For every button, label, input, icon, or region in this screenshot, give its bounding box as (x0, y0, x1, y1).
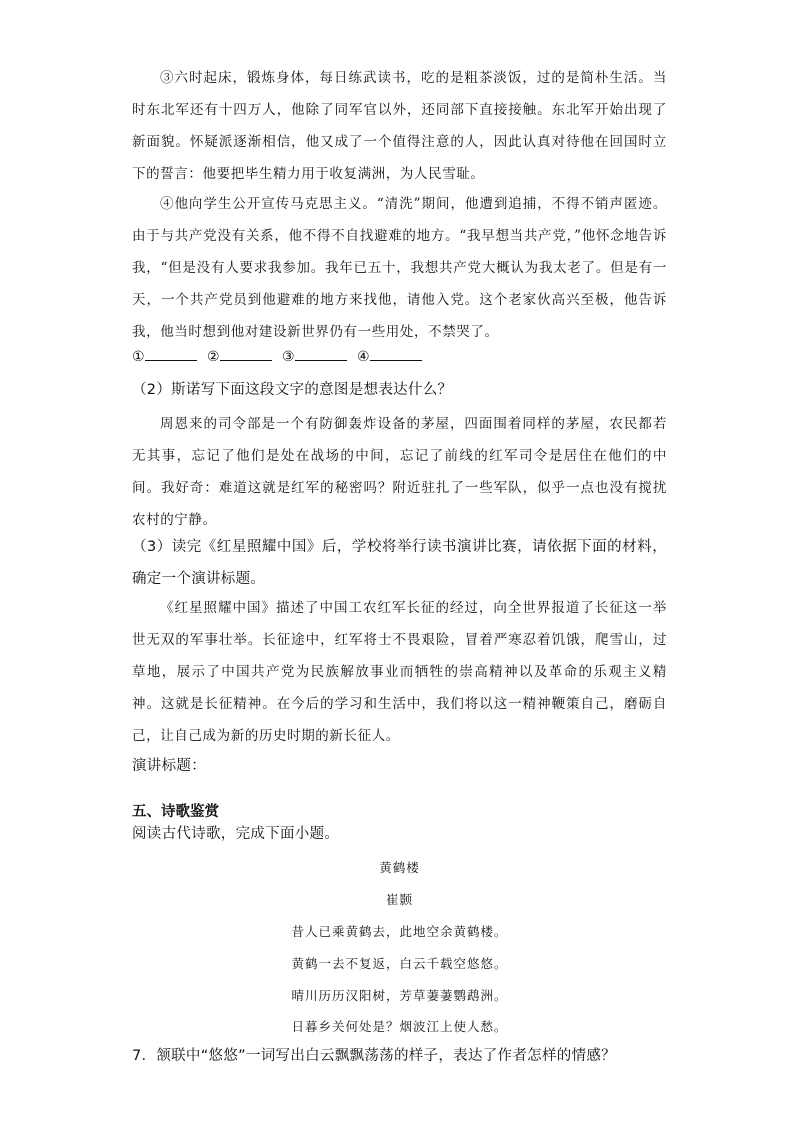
section-heading: 五、诗歌鉴赏 (132, 804, 219, 820)
blank-label-4: ④ (357, 349, 370, 365)
blank-line-1[interactable] (145, 346, 197, 361)
question-3-passage: 《红星照耀中国》描述了中国工农红军长征的经过，向全世界报道了长征这一举世无双的军事壮举。长征途中，红军将士不畏艰险，冒着严寒忍着饥饿，爬雪山，过草地，展示了中国共产党为民族解放事业而牺牲的崇高精神以及革命的乐观主义精神。这就是长征精神。在今后的学习和生活中，我们将以这一精神鞭策自己，磨砺自己，让自己成为新的历史时期的新长征人。 (132, 600, 667, 744)
poem-line: 日暮乡关何处是？烟波江上使人愁。 (291, 1019, 508, 1034)
poem-author: 崔颢 (385, 892, 413, 907)
poem-line: 昔人已乘黄鹤去，此地空余黄鹤楼。 (291, 924, 508, 939)
blank-line-2[interactable] (220, 346, 272, 361)
answer-label: 演讲标题： (132, 758, 206, 774)
question-2-passage: 周恩来的司令部是一个有防御轰炸设备的茅屋，四面围着同样的茅屋，农民都若无其事，忘记了他们是处在战场的中间，忘记了前线的红军司令是居住在他们的中间。我好奇：难道这就是红军的秘密吗？附近驻扎了一些军队，似乎一点也没有搅扰农村的宁静。 (132, 416, 667, 528)
blank-line-3[interactable] (295, 346, 347, 361)
poem-title: 黄鹤楼 (379, 860, 420, 875)
question-7: 7．颔联中“悠悠”一词写出白云飘飘荡荡的样子，表达了作者怎样的情感？ (132, 1048, 616, 1064)
paragraph-4: ④他向学生公开宣传马克思主义。“清洗”期间，他遭到追捕，不得不销声匿迹。由于与共产党没有关系，他不得不自找避难的地方。“我早想当共产党，”他怀念地告诉我，“但是没有人要求我参加。我年已五十，我想共产党大概认为我太老了。但是有一天，一个共产党员到他避难的地方来找他，请他入党。这个老家伙高兴至极，他告诉我，他当时想到他对建设新世界仍有一些用处，不禁哭了。 (132, 196, 667, 340)
blank-label-2: ② (207, 349, 220, 365)
blank-label-3: ③ (282, 349, 295, 365)
poem-line: 晴川历历汉阳树，芳草萋萋鹦鹉洲。 (291, 988, 508, 1003)
answer-blanks (132, 345, 428, 369)
paragraph-3: ③六时起床，锻炼身体，每日练武读书，吃的是粗茶淡饭，过的是简朴生活。当时东北军还有十四万人，他除了同军官以外，还同部下直接接触。东北军开始出现了新面貌。怀疑派逐渐相信，他又成了一个值得注意的人，因此认真对待他在回国时立下的誓言：他要把毕生精力用于收复满洲，为人民雪耻。 (132, 70, 667, 182)
section-instruction: 阅读古代诗歌，完成下面小题。 (132, 826, 340, 842)
question-2: （2）斯诺写下面这段文字的意图是想表达什么？ (132, 382, 453, 398)
blank-label-1: ① (132, 349, 145, 365)
blank-line-4[interactable] (370, 346, 422, 361)
question-3: （3）读完《红星照耀中国》后，学校将举行读书演讲比赛，请依据下面的材料，确定一个演讲标题。 (132, 539, 667, 587)
poem-line: 黄鹤一去不复返，白云千载空悠悠。 (291, 956, 508, 971)
